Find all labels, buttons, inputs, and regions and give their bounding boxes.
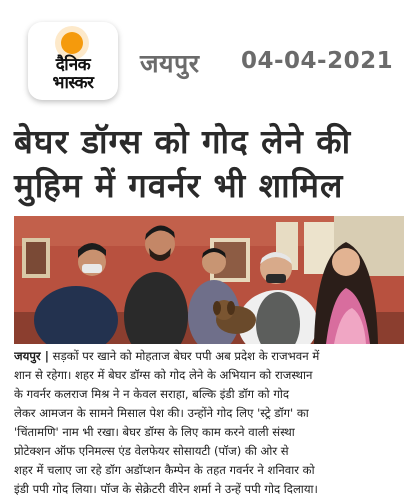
dainik-bhaskar-logo [28,22,118,100]
article-line-1 [14,347,404,366]
logo-line-2: भास्कर [52,73,94,93]
photo-illustration [14,216,404,344]
headline [14,120,404,208]
headline-line-1: बेघर डॉग्स को गोद लेने की [14,122,352,161]
article-line-7: शहर में चलाए जा रहे डॉग अडॉप्शन कैम्पेन के तहत गवर्नर ने शनिवार को [14,463,315,477]
masthead [0,0,414,112]
article-line-4: लेकर आमजन के सामने मिसाल पेश की। उन्होंने गोद लिए 'स्ट्रे डॉग' का [14,406,309,420]
article-line-8: इंडी पपी गोद लिया। पॉज के सेक्रेटरी वीरेन शर्मा ने उन्हें पपी गोद दिलाया। [14,482,318,496]
headline-line-2: मुहिम में गवर्नर भी शामिल [14,166,344,205]
sun-icon [61,32,83,54]
article-line-3: के गवर्नर कलराज मिश्र ने न केवल सराहा, बल्कि इंडी डॉग को गोद [14,387,290,401]
article-line-2: शान से रहेगा। शहर में बेघर डॉग्स को गोद लेने के अभियान को राजस्थान [14,368,313,382]
article-line-5: 'चिंतामणि' नाम भी रखा। बेघर डॉग्स के लिए काम करने वाली संस्था [14,425,295,439]
edition-date: 04-04-2021 [241,48,394,74]
article-line-6: प्रोटेक्शन ऑफ एनिमल्स एंड वेलफेयर सोसायटी (पॉज) की ओर से [14,444,289,458]
logo-line-1: दैनिक [55,55,91,75]
edition-city: जयपुर [140,49,200,78]
news-photo [14,216,404,344]
article-body [14,347,404,499]
article-line-1-text: सड़कों पर खाने को मोहताज बेघर पपी अब प्रदेश के राजभवन में [48,349,320,363]
dateline: जयपुर | [14,349,49,363]
